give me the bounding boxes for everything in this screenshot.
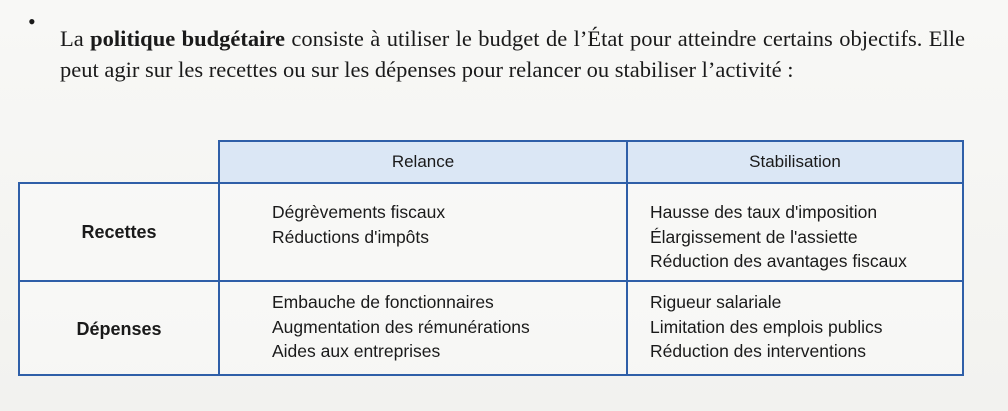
- cell-depenses-stabilisation: [650, 290, 882, 364]
- column-divider-middle: [626, 184, 628, 374]
- row-label-depenses: Dépenses: [76, 319, 162, 339]
- cell-line: Réduction des interventions: [650, 341, 866, 361]
- intro-paragraph: [60, 23, 965, 86]
- bullet-marker: •: [28, 9, 36, 34]
- paragraph-body: consiste à utiliser le budget de l’État pour atteindre certains objectifs. Elle peut agir sur les recettes ou sur les dépenses pour relancer ou stabiliser l’activité :: [60, 25, 965, 82]
- cell-line: Réduction des avantages fiscaux: [650, 251, 907, 271]
- paragraph-lead: La: [60, 25, 91, 51]
- cell-line: Limitation des emplois publics: [650, 316, 883, 337]
- cell-line: Élargissement de l'assiette: [650, 226, 858, 247]
- budget-policy-table: [18, 140, 964, 376]
- cell-line: Aides aux entreprises: [272, 341, 441, 361]
- cell-recettes-relance: [272, 200, 445, 249]
- table-body: [18, 182, 964, 376]
- header-stabilisation: Stabilisation: [749, 152, 841, 171]
- cell-line: Rigueur salariale: [650, 292, 782, 312]
- cell-recettes-stabilisation: [650, 200, 907, 274]
- column-divider-label: [218, 184, 220, 374]
- cell-line: Hausse des taux d'imposition: [650, 202, 878, 222]
- header-relance: Relance: [391, 152, 455, 171]
- cell-line: Augmentation des rémunérations: [272, 316, 530, 337]
- row-label-recettes: Recettes: [81, 222, 157, 242]
- table-header-row: [218, 140, 964, 184]
- cell-line: Réductions d'impôts: [272, 226, 430, 247]
- cell-depenses-relance: [272, 290, 530, 364]
- cell-line: Dégrèvements fiscaux: [272, 202, 446, 222]
- paragraph-bold-term: politique budgétaire: [90, 25, 285, 51]
- cell-line: Embauche de fonctionnaires: [272, 292, 494, 312]
